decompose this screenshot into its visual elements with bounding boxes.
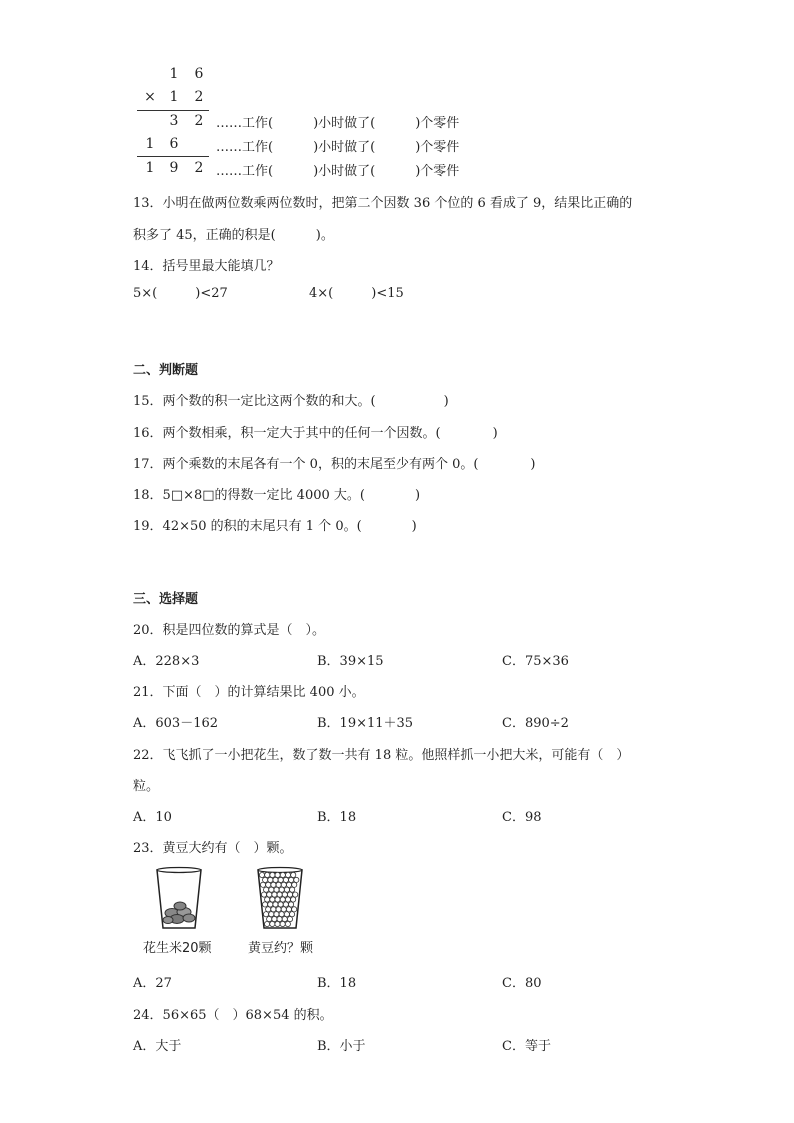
soybean-dot [293, 892, 298, 897]
soybean-dot [271, 907, 276, 912]
calc-digit: 9 [169, 160, 179, 176]
question-24-option-c: C．等于 [502, 1039, 551, 1054]
question-23: 23．黄豆大约有（ ）颗。 [133, 841, 293, 856]
soybean-dot [282, 892, 287, 897]
calc-digit: 6 [169, 136, 179, 152]
question-21-option-c: C．890÷2 [502, 716, 569, 731]
soybean-dot [292, 882, 297, 887]
soybean-dot [264, 887, 269, 892]
calc-rule [137, 110, 209, 111]
soybean-dot [278, 877, 283, 882]
soybean-dot [277, 917, 282, 922]
section-title-judgement: 二、判断题 [133, 363, 199, 378]
soybean-dot [272, 917, 277, 922]
calc-digit: 2 [194, 160, 204, 176]
soybean-dot [291, 897, 296, 902]
soybean-dot [289, 877, 294, 882]
soybean-dot [267, 892, 272, 897]
section-title-choice: 三、选择题 [133, 592, 199, 607]
question-16: 16．两个数相乘，积一定大于其中的任何一个因数。( ) [133, 426, 498, 441]
soybean-dot [284, 887, 289, 892]
calc-rule [137, 156, 209, 157]
soybean-dot [292, 907, 297, 912]
soybean-dot [269, 887, 274, 892]
question-13-line1: 13．小明在做两位数乘两位数时，把第二个因数 36 个位的 6 看成了 9，结果比正确的 [133, 196, 633, 211]
soybean-dot [286, 907, 291, 912]
question-24-option-b: B．小于 [317, 1039, 366, 1054]
soybean-dot [277, 892, 282, 897]
soybean-dot [270, 872, 275, 877]
soybean-dot [268, 877, 273, 882]
soybean-dot [273, 877, 278, 882]
question-22-line1: 22．飞飞抓了一小把花生，数了数一共有 18 粒。他照样抓一小把大米，可能有（ ） [133, 748, 630, 763]
question-20: 20．积是四位数的算式是（ ）。 [133, 623, 326, 638]
soybean-dot [260, 882, 265, 887]
soybean-cup-label: 黄豆约？颗 [248, 941, 314, 956]
soybean-dot [280, 897, 285, 902]
soybean-dot [267, 917, 272, 922]
soybean-dot [281, 907, 286, 912]
calc-digit: 2 [194, 89, 204, 105]
calc-note: ……工作( )小时做了( )个零件 [216, 164, 460, 179]
question-20-option-a: A．228×3 [133, 654, 200, 669]
question-24: 24．56×65（ ）68×54 的积。 [133, 1008, 333, 1023]
soybean-dot [284, 912, 289, 917]
calc-digit: 3 [169, 113, 179, 129]
soybean-dot [270, 921, 275, 926]
soybean-dot [276, 907, 281, 912]
soybean-dot [283, 902, 288, 907]
soybean-dot [290, 887, 295, 892]
soybean-dot [264, 921, 269, 926]
question-23-option-a: A．27 [133, 976, 172, 991]
soybean-dot [286, 882, 291, 887]
soybean-dot [266, 907, 271, 912]
soybean-dot [272, 892, 277, 897]
question-21-option-a: A．603－162 [133, 716, 219, 731]
question-21-option-b: B．19×11＋35 [317, 716, 414, 731]
times-sign: × [144, 89, 156, 105]
calc-digit: 2 [194, 113, 204, 129]
question-23-option-c: C．80 [502, 976, 542, 991]
question-14-expr-2: 4×( )<15 [309, 286, 404, 301]
soybean-dot [281, 882, 286, 887]
soybean-dot [276, 882, 281, 887]
question-22-option-b: B．18 [317, 810, 357, 825]
soybean-dot [273, 902, 278, 907]
question-21: 21．下面（ ）的计算结果比 400 小。 [133, 685, 365, 700]
calc-digit: 6 [194, 66, 204, 82]
soybean-dot [274, 887, 279, 892]
soybean-dot [294, 877, 299, 882]
question-14: 14．括号里最大能填几？ [133, 259, 280, 274]
question-24-option-a: A．大于 [133, 1039, 182, 1054]
question-23-option-b: B．18 [317, 976, 357, 991]
soybean-dot [280, 872, 285, 877]
soybean-dot [259, 872, 264, 877]
question-22-option-c: C．98 [502, 810, 542, 825]
soybean-dot [274, 912, 279, 917]
soybean-dot [261, 892, 266, 897]
soybean-dot [265, 872, 270, 877]
soybean-dot [283, 877, 288, 882]
question-18: 18．5□×8□的得数一定比 4000 大。( ) [133, 488, 421, 503]
soybean-dot [278, 902, 283, 907]
peanut-cup-label: 花生米20颗 [143, 941, 212, 956]
question-22-option-a: A．10 [133, 810, 172, 825]
question-22-line2: 粒。 [133, 779, 160, 794]
peanut-cup-image [154, 866, 204, 932]
soybean-dot [269, 912, 274, 917]
soybean-dot [288, 902, 293, 907]
soybean-dot [287, 917, 292, 922]
soybean-dot [275, 897, 280, 902]
calc-digit: 1 [145, 160, 155, 176]
question-19: 19．42×50 的积的末尾只有 1 个 0。( ) [133, 519, 417, 534]
soybean-dot [263, 912, 268, 917]
soybean-dot [279, 887, 284, 892]
calc-digit: 1 [169, 89, 179, 105]
calc-note: ……工作( )小时做了( )个零件 [216, 140, 460, 155]
question-17: 17．两个乘数的末尾各有一个 0，积的末尾至少有两个 0。( ) [133, 457, 536, 472]
soybean-dot [285, 921, 290, 926]
soybean-dot [266, 882, 271, 887]
soybean-dot [271, 882, 276, 887]
soybean-dot [268, 902, 273, 907]
soybean-dot [279, 912, 284, 917]
question-20-option-c: C．75×36 [502, 654, 569, 669]
question-13-line2: 积多了 45，正确的积是( )。 [133, 228, 334, 243]
soybean-dot [291, 872, 296, 877]
soybean-dot [285, 897, 290, 902]
soybean-dot [275, 921, 280, 926]
question-14-expr-1: 5×( )<27 [133, 286, 228, 301]
soybean-dot [275, 872, 280, 877]
question-20-option-b: B．39×15 [317, 654, 384, 669]
soybean-dot [289, 912, 294, 917]
calc-digit: 1 [145, 136, 155, 152]
calc-digit: 1 [169, 66, 179, 82]
soybean-dot [287, 892, 292, 897]
soybean-dot [285, 872, 290, 877]
soybean-dot [265, 897, 270, 902]
soybean-cup-image [255, 866, 305, 932]
soybean-dot [262, 902, 267, 907]
soybean-dot [280, 921, 285, 926]
soybean-dot [263, 877, 268, 882]
calc-note: ……工作( )小时做了( )个零件 [216, 116, 460, 131]
soybean-dot [282, 917, 287, 922]
soybean-dot [270, 897, 275, 902]
question-15: 15．两个数的积一定比这两个数的和大。( ) [133, 394, 449, 409]
